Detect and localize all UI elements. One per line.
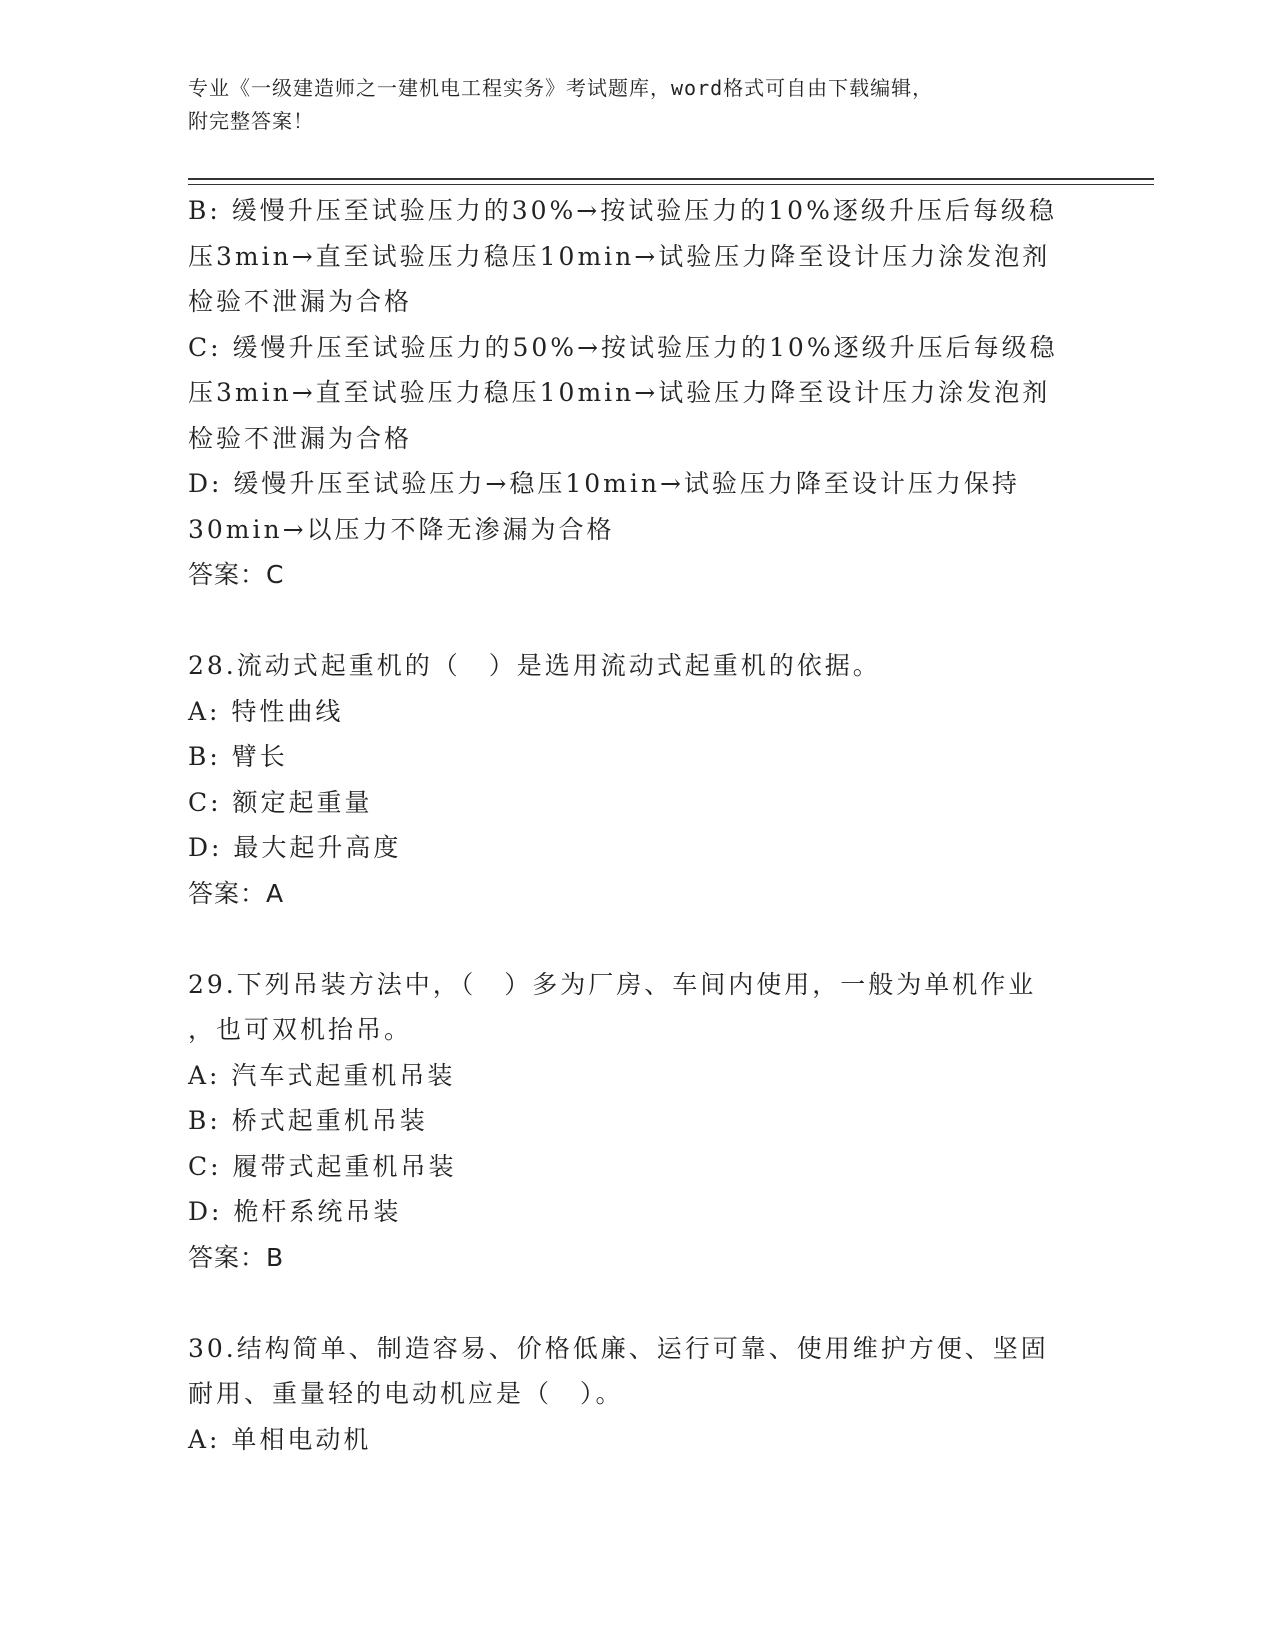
q29-stem-line-1: 29.下列吊装方法中，（ ）多为厂房、车间内使用，一般为单机作业 (188, 969, 1037, 999)
header-divider-thin (188, 184, 1154, 185)
q28-answer: 答案：A (188, 878, 285, 908)
q28-option-d: D: 最大起升高度 (188, 833, 402, 862)
header-line-1: 专业《一级建造师之一建机电工程实务》考试题库，word格式可自由下载编辑， (188, 76, 934, 100)
prev-option-d-line-2: 30min→以压力不降无渗漏为合格 (188, 514, 615, 544)
prev-question (188, 188, 1088, 598)
question-30 (188, 1326, 1088, 1463)
q28-option-c: C: 额定起重量 (188, 787, 373, 817)
q29-answer: 答案：B (188, 1242, 285, 1272)
document-header (188, 72, 1068, 138)
q30-stem-line-1: 30.结构简单、制造容易、价格低廉、运行可靠、使用维护方便、坚固 (188, 1333, 1049, 1363)
q28-stem: 28.流动式起重机的（ ）是选用流动式起重机的依据。 (188, 651, 881, 680)
q29-option-d: D: 桅杆系统吊装 (188, 1197, 402, 1226)
question-29 (188, 962, 1088, 1281)
q29-option-a: A: 汽车式起重机吊装 (188, 1060, 456, 1090)
q29-option-c: C: 履带式起重机吊装 (188, 1151, 457, 1181)
prev-option-d-line-1: D: 缓慢升压至试验压力→稳压10min→试验压力降至设计压力保持 (188, 469, 1020, 498)
header-divider-thick (188, 178, 1154, 180)
question-28 (188, 643, 1088, 916)
q29-option-b: B: 桥式起重机吊装 (188, 1106, 428, 1135)
prev-option-b-line-1: B: 缓慢升压至试验压力的30%→按试验压力的10%逐级升压后每级稳 (188, 196, 1057, 225)
prev-option-b-line-3: 检验不泄漏为合格 (188, 287, 413, 316)
prev-option-c-line-2: 压3min→直至试验压力稳压10min→试验压力降至设计压力涂发泡剂 (188, 378, 1051, 407)
question-content (188, 188, 1088, 1462)
prev-option-b-line-2: 压3min→直至试验压力稳压10min→试验压力降至设计压力涂发泡剂 (188, 241, 1051, 271)
prev-option-c-line-3: 检验不泄漏为合格 (188, 423, 413, 453)
prev-option-c-line-1: C: 缓慢升压至试验压力的50%→按试验压力的10%逐级升压后每级稳 (188, 332, 1058, 362)
q28-option-a: A: 特性曲线 (188, 696, 344, 726)
header-line-2: 附完整答案！ (188, 109, 314, 133)
q28-option-b: B: 臂长 (188, 742, 288, 771)
q30-option-a: A: 单相电动机 (188, 1424, 372, 1454)
q30-stem-line-2: 耐用、重量轻的电动机应是（ ）。 (188, 1379, 624, 1408)
prev-answer: 答案：C (188, 560, 285, 589)
q29-stem-line-2: ，也可双机抬吊。 (188, 1015, 413, 1044)
